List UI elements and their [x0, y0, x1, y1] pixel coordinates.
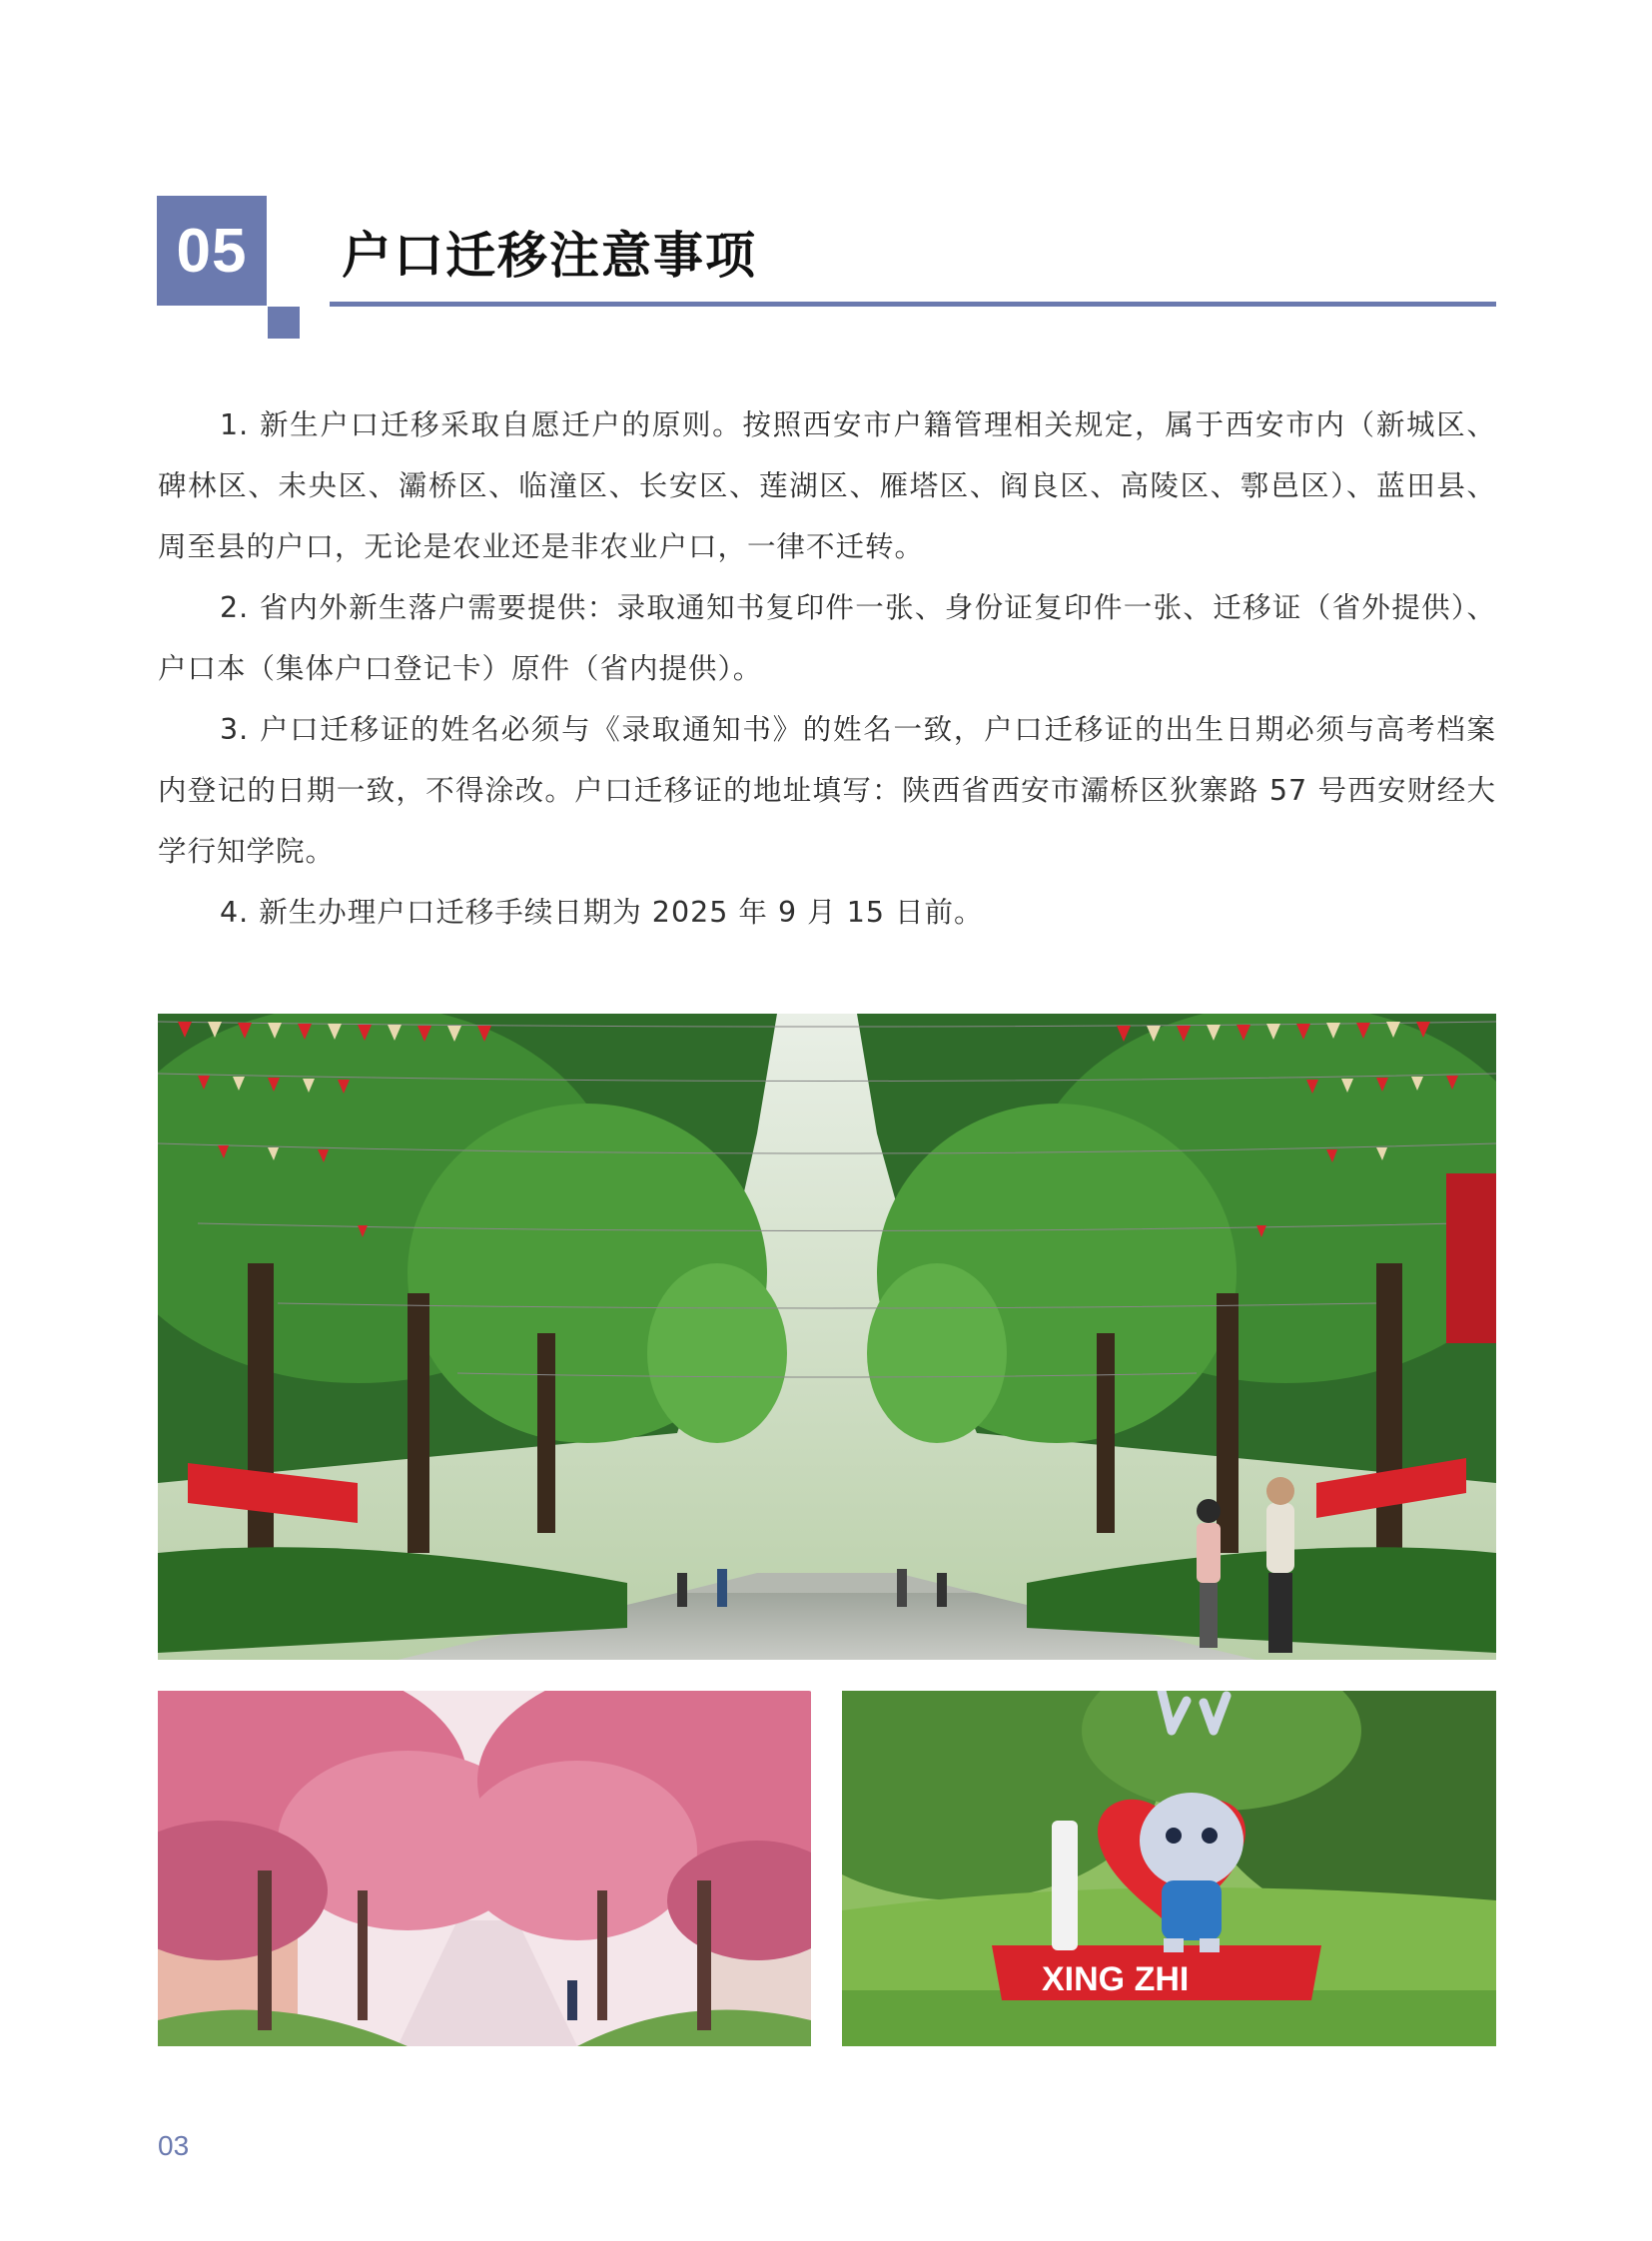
- section-number-badge: 05: [157, 196, 267, 306]
- paragraph-2: 2. 省内外新生落户需要提供：录取通知书复印件一张、身份证复印件一张、迁移证（省外提供）、户口本（集体户口登记卡）原件（省内提供）。: [158, 591, 1496, 685]
- campus-avenue-photo: [158, 1014, 1496, 1660]
- notice-body: [158, 394, 1496, 943]
- badge-corner-square: [268, 307, 300, 339]
- cherry-blossom-photo: [158, 1691, 811, 2046]
- page-number: 03: [158, 2130, 190, 2161]
- mascot-sign-text: XING ZHI: [1042, 1960, 1190, 1998]
- section-title: 户口迁移注意事项: [342, 227, 757, 285]
- paragraph-3: 3. 户口迁移证的姓名必须与《录取通知书》的姓名一致，户口迁移证的出生日期必须与高考档案内登记的日期一致，不得涂改。户口迁移证的地址填写：陕西省西安市灞桥区狄寨路 57 号西安财经大学行知学院。: [158, 713, 1496, 868]
- paragraph-4: 4. 新生办理户口迁移手续日期为 2025 年 9 月 15 日前。: [220, 896, 984, 929]
- title-underline: [330, 302, 1496, 307]
- mascot-sign-photo: [842, 1691, 1496, 2046]
- paragraph-1: 1. 新生户口迁移采取自愿迁户的原则。按照西安市户籍管理相关规定，属于西安市内（新城区、碑林区、未央区、灞桥区、临潼区、长安区、莲湖区、雁塔区、阎良区、高陵区、鄠邑区）、蓝田县、周至县的户口，无论是农业还是非农业户口，一律不迁转。: [158, 408, 1496, 563]
